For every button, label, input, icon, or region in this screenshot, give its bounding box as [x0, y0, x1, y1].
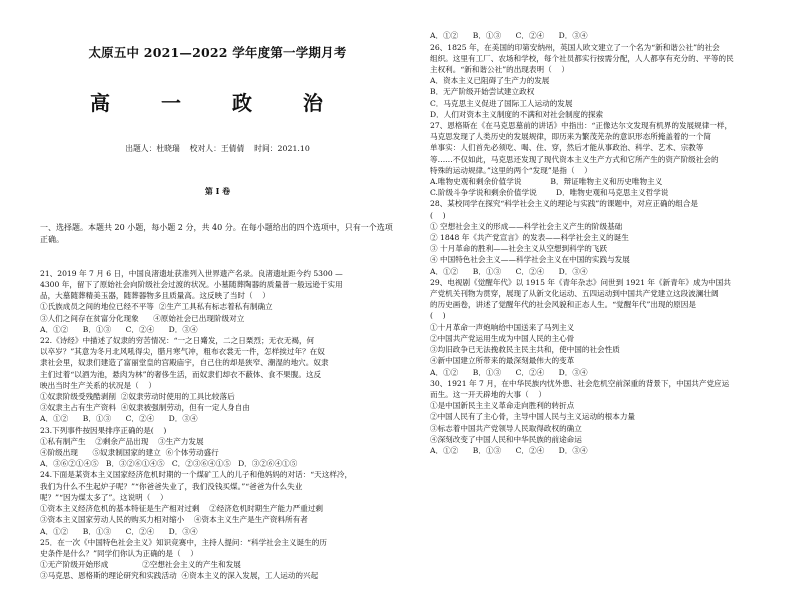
text-line: 单事实：人们首先必须吃、喝、住、穿，然后才能从事政治、科学、艺术、宗教等: [430, 143, 704, 153]
text-line: ( ): [430, 210, 446, 220]
text-line: ② 1848 年《共产党宣言》的发表——科学社会主义的诞生: [430, 233, 629, 243]
text-line: A．①② B．①③ C．②④ D．③④: [40, 324, 198, 334]
text-line: 30、1921 年 7 月，在中华民族内忧外患、社会危机空前深重的背景下，中国共产党应运: [430, 378, 730, 388]
text-line: 马克思发现了人类历史的发展规律，即历来为繁茂芜杂的意识形态所掩盖着的一个简: [430, 132, 711, 142]
text-line: 4300 年，留下了原始社会向阶级社会过渡的状况。小墓随葬陶器的质量普一般远逊于实用: [40, 280, 343, 290]
text-line: 22.《诗经》中描述了奴隶的穷苦情况：“一之日觱发，二之日栗烈；无衣无褐，何: [40, 336, 315, 346]
text-line: ①氏族成员之间的地位已经不平等 ②生产工具私有标志着私有制确立: [40, 302, 273, 312]
text-line: ①资本主义经济危机的基本特征是生产相对过剩 ②经济危机时期生产能力严重过剩: [40, 504, 324, 514]
text-line: C．马克思主义促进了国际工人运动的发展: [430, 98, 573, 108]
text-line: A．①② B．①③ C．②④ D．③④: [430, 367, 588, 377]
text-line: 主权利。“新和谐公社”的出现表明（ ）: [430, 65, 569, 75]
text-line: ① 空想社会主义的形成——科学社会主义产生的阶级基础: [430, 221, 623, 231]
text-line: ④阶级出现 ⑤奴隶制国家的建立 ⑥个体劳动盛行: [40, 448, 219, 458]
text-line: ③标志着中国共产党领导人民取得政权的确立: [430, 423, 582, 433]
text-line: A．①② B．①③ C．②④ D．③④: [430, 445, 588, 455]
left-column: [40, 8, 395, 604]
text-line: 24.下面是某资本主义国家经济危机时期的一个煤矿工人的儿子和他妈妈的对话：“天这样冷，: [40, 470, 353, 480]
text-line: ①是中国新民主主义革命走向胜利的转折点: [430, 401, 575, 411]
exam-meta: 出题人：杜晓瑞 校对人：王倩倩 时间：2021.10: [125, 144, 310, 154]
text-line: ②中国人民有了主心骨，主导中国人民与主义运动的根本力量: [430, 412, 636, 422]
text-line: 隶社会里，奴隶们建造了富丽堂皇的宫殿庙宇，自己住的却是狭窄、潮湿的地穴。奴隶: [40, 358, 329, 368]
text-line: 等……不仅如此，马克思还发现了现代资本主义生产方式和它所产生的资产阶级社会的: [430, 154, 719, 164]
text-line: B．无产阶级开始尝试建立政权: [430, 87, 535, 97]
text-line: A．①② B．①③ C．②④ D．③④: [430, 31, 588, 41]
text-line: 产党机关刊物为贯穿，展现了从新文化运动、五四运动到中国共产党建立这段波澜壮阔: [430, 289, 719, 299]
text-line: 史条件是什么？”同学们你认为正确的是（ ）: [40, 548, 198, 558]
text-line: A．①② B．①③ C．②④ D．③④: [40, 414, 198, 424]
text-line: ②中国共产党运用生成为中国人民的主心骨: [430, 333, 575, 343]
text-line: 以卒岁？”其意为冬月北风吼得尖，腊月寒气冲，粗布衣裳无一件，怎样挨过年？在奴: [40, 347, 325, 357]
section-heading: 第 I 卷: [204, 185, 231, 196]
text-line: ①十月革命一声炮响给中国送来了马列主义: [430, 322, 575, 332]
text-line: D．人们对资本主义制度的不满和对社会制度的探索: [430, 109, 604, 119]
text-line: 21、2019 年 7 月 6 日，中国良渚遗址获准列入世界遗产名录。良渚遗址距今约 5300 —: [40, 268, 343, 278]
left-questions: [40, 268, 395, 582]
text-line: 我们为什么不生起炉子呢？”“你爸爸失业了，我们没钱买煤。”“爸爸为什么失业: [40, 481, 303, 491]
text-line: 27、恩格斯在《在马克思墓前的讲话》中指出：“正像达尔文发现有机界的发展规律一样，: [430, 121, 733, 131]
text-line: 的历史画卷，讲述了觉醒年代的社会风貌和正态人生。“觉醒年代”出现的原因是: [430, 300, 696, 310]
text-line: ③奴隶主占有生产资料 ④奴隶被强制劳动，但有一定人身自由: [40, 403, 250, 413]
text-line: 29、电视剧《觉醒年代》以 1915 年《青年杂志》问世到 1921 年《新青年》成为中国共: [430, 277, 731, 287]
text-line: ③人们之间存在贫富分化现象 ④原始社会已出现阶级对立: [40, 313, 245, 323]
instructions: 一、选择题。本题共 20 小题，每小题 2 分，共 40 分。在每小题给出的四个选项中，只有一个选项正确。: [40, 223, 393, 244]
text-line: 23.下列事件按因果排序正确的是( ): [40, 425, 167, 435]
text-line: 26、1825 年，在美国的印第安纳州，英国人欧文建立了一个名为“新和谐公社”的社会: [430, 42, 720, 52]
text-line: A．③⑥②①④⑤ B．③②⑥①④⑤ C．②③⑥④①⑤ D．③②⑥④①⑤: [40, 459, 298, 469]
text-line: 而生。这一开天辟地的大事（ ）: [430, 389, 546, 399]
text-line: ①奴隶阶级受残酷剥削 ②奴隶劳动时使用的工具比较落后: [40, 392, 235, 402]
text-line: ④深刻改变了中国人民和中华民族的前途命运: [430, 434, 582, 444]
text-line: ③马克思、恩格斯的理论研究和实践活动 ④资本主义的深入发展，工人运动的兴起: [40, 571, 319, 581]
text-line: A．①② B．①③ C．②④ D．③④: [430, 266, 588, 276]
text-line: A．①② B．①③ C．②④ D．③④: [40, 526, 198, 536]
text-line: 28、某校同学在探究“科学社会主义的理论与实践”的课题中，对应正确的组合是: [430, 199, 699, 209]
text-line: 特殊的运动规律。”这里的两个“发现”是指（ ）: [430, 165, 592, 175]
text-line: 主们过着“以酒为池，悬肉为林”的奢侈生活，而奴隶们却衣不蔽体、食不果腹。这反: [40, 369, 322, 379]
text-line: A.唯物史观和剩余价值学说 B．辩证唯物主义和历史唯物主义: [430, 177, 663, 187]
text-line: ①私有制产生 ②剩余产品出现 ③生产力发展: [40, 436, 204, 446]
text-line: ( ): [430, 311, 446, 321]
text-line: A．资本主义已阻碍了生产力的发展: [430, 76, 550, 86]
text-line: ④ 中国特色社会主义——科学社会主义在中国的实践与发展: [430, 255, 630, 265]
text-line: 25．在一次《中国特色社会主义》知识竞赛中，主持人提问：“科学社会主义诞生的历: [40, 537, 327, 547]
text-line: ③均旧政争已无法挽救民主民主共和，使中国的社会性质: [430, 345, 620, 355]
text-line: 映出当时生产关系的状况是（ ）: [40, 380, 156, 390]
text-line: 呢？”“因为煤太多了”。这说明（ ）: [40, 492, 168, 502]
text-line: C.阶级斗争学说和剩余价值学说 D．唯物史观和马克思主义哲学说: [430, 188, 669, 198]
exam-title: 太原五中 2021—2022 学年度第一学期月考: [88, 45, 347, 61]
text-line: ③ 十月革命的胜利——社会主义从空想到科学的飞跃: [430, 244, 608, 254]
right-questions: [430, 30, 782, 456]
subject-title: 高 一 政 治: [90, 90, 345, 115]
text-line: ④新中国建立所带来的最深刻最伟大的变革: [430, 356, 575, 366]
text-line: 品，大墓随葬精美玉器，随葬器物多且质量高。这反映了当时（ ）: [40, 291, 270, 301]
text-line: ③资本主义国家劳动人民的购买力相对缩小 ④资本主义生产是生产资料所有者: [40, 515, 308, 525]
right-column: [430, 8, 782, 479]
text-line: ①无产阶级开始形成 ②空想社会主义的产生和发展: [40, 560, 241, 570]
text-line: 组织。这里有工厂、农场和学校，每个社员都实行按需分配，人人都享有充分的、平等的民: [430, 53, 734, 63]
